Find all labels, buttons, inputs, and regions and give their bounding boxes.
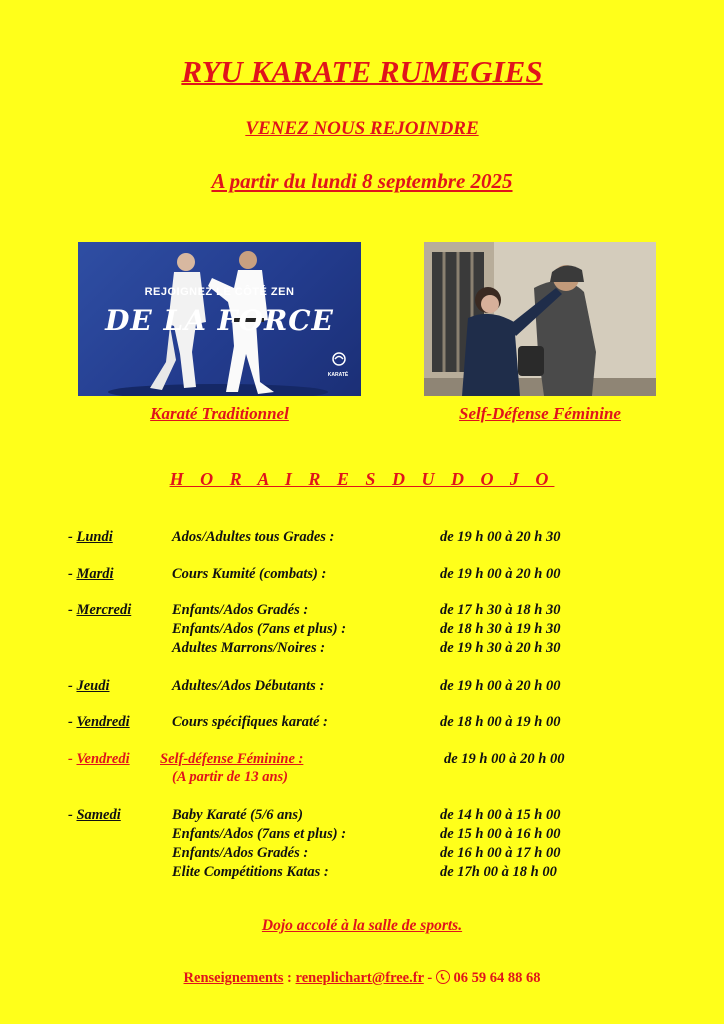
page-title: RYU KARATE RUMEGIES bbox=[181, 54, 543, 89]
course-label: Adultes/Ados Débutants : bbox=[172, 678, 325, 694]
course-label: Enfants/Ados Gradés : bbox=[172, 845, 309, 861]
schedule-row-mercredi bbox=[0, 602, 724, 620]
day-label: - Vendredi bbox=[68, 714, 130, 730]
separator: : bbox=[283, 970, 296, 986]
schedule-row-vendredi-self-defense bbox=[0, 751, 724, 769]
schedule-row-samedi bbox=[0, 807, 724, 825]
contact-info bbox=[0, 970, 724, 987]
subtitle: VENEZ NOUS REJOINDRE bbox=[245, 118, 479, 139]
start-date: A partir du lundi 8 septembre 2025 bbox=[211, 169, 513, 193]
course-label: Self-défense Féminine : bbox=[160, 751, 304, 767]
schedule-row-mardi bbox=[0, 566, 724, 584]
hours-label: de 18 h 30 à 19 h 30 bbox=[440, 621, 561, 637]
hours-label: de 19 h 00 à 20 h 30 bbox=[440, 529, 561, 545]
day-label: - Jeudi bbox=[68, 678, 110, 694]
schedule-row-jeudi bbox=[0, 678, 724, 696]
hours-label: de 17 h 30 à 18 h 30 bbox=[440, 602, 561, 618]
hours-label: de 18 h 00 à 19 h 00 bbox=[440, 714, 561, 730]
ffk-logo-icon bbox=[324, 352, 354, 366]
caption-self-defense: Self-Défense Féminine bbox=[459, 404, 621, 423]
schedule-row-vendredi bbox=[0, 714, 724, 732]
hours-label: de 19 h 00 à 20 h 00 bbox=[440, 566, 561, 582]
self-defense-illustration bbox=[424, 242, 656, 396]
schedule-row-lundi bbox=[0, 529, 724, 547]
separator: - bbox=[423, 970, 436, 986]
dojo-note: Dojo accolé à la salle de sports. bbox=[261, 917, 463, 934]
schedule-title: H O R A I R E S D U D O J O bbox=[169, 469, 555, 489]
hours-label: de 14 h 00 à 15 h 00 bbox=[440, 807, 561, 823]
schedule-row-samedi-4 bbox=[0, 864, 724, 882]
phone-icon bbox=[436, 970, 450, 984]
course-label: Cours Kumité (combats) : bbox=[172, 566, 327, 582]
day-label: - Lundi bbox=[68, 529, 113, 545]
schedule-row-mercredi-2 bbox=[0, 621, 724, 639]
poster-line-2: DE LA FORCE bbox=[105, 304, 334, 337]
day-label: - Samedi bbox=[68, 807, 121, 823]
caption-karate-traditionnel: Karaté Traditionnel bbox=[150, 404, 289, 423]
poster-line-1: REJOIGNEZ LE CÔTÉ ZEN bbox=[144, 286, 295, 298]
day-label: - Mercredi bbox=[68, 602, 132, 618]
course-label: Cours spécifiques karaté : bbox=[172, 714, 328, 730]
schedule-row-vendredi-age-note bbox=[0, 769, 724, 787]
email-link[interactable]: reneplichart@free.fr bbox=[295, 970, 424, 986]
course-label: Enfants/Ados (7ans et plus) : bbox=[172, 621, 347, 637]
karate-poster-image bbox=[78, 242, 361, 396]
course-label: Adultes Marrons/Noires : bbox=[172, 640, 326, 656]
phone-number[interactable]: 06 59 64 88 68 bbox=[449, 970, 541, 986]
age-note: (A partir de 13 ans) bbox=[172, 769, 289, 785]
day-label: - Mardi bbox=[68, 566, 114, 582]
day-label: - Vendredi bbox=[68, 751, 130, 767]
course-label: Baby Karaté (5/6 ans) bbox=[172, 807, 303, 823]
hours-label: de 16 h 00 à 17 h 00 bbox=[440, 845, 561, 861]
schedule-row-samedi-2 bbox=[0, 826, 724, 844]
hours-label: de 19 h 00 à 20 h 00 bbox=[440, 678, 561, 694]
course-label: Ados/Adultes tous Grades : bbox=[172, 529, 335, 545]
info-label: Renseignements bbox=[183, 970, 284, 986]
poster-logo-text: KARATÉ bbox=[327, 372, 349, 378]
hours-label: de 19 h 30 à 20 h 30 bbox=[440, 640, 561, 656]
hours-label: de 15 h 00 à 16 h 00 bbox=[440, 826, 561, 842]
course-label: Elite Compétitions Katas : bbox=[172, 864, 329, 880]
self-defense-photo bbox=[424, 242, 656, 396]
schedule-row-samedi-3 bbox=[0, 845, 724, 863]
hours-label: de 17h 00 à 18 h 00 bbox=[440, 864, 557, 880]
schedule-row-mercredi-3 bbox=[0, 640, 724, 658]
course-label: Enfants/Ados Gradés : bbox=[172, 602, 309, 618]
course-label: Enfants/Ados (7ans et plus) : bbox=[172, 826, 347, 842]
hours-label: de 19 h 00 à 20 h 00 bbox=[444, 751, 565, 767]
